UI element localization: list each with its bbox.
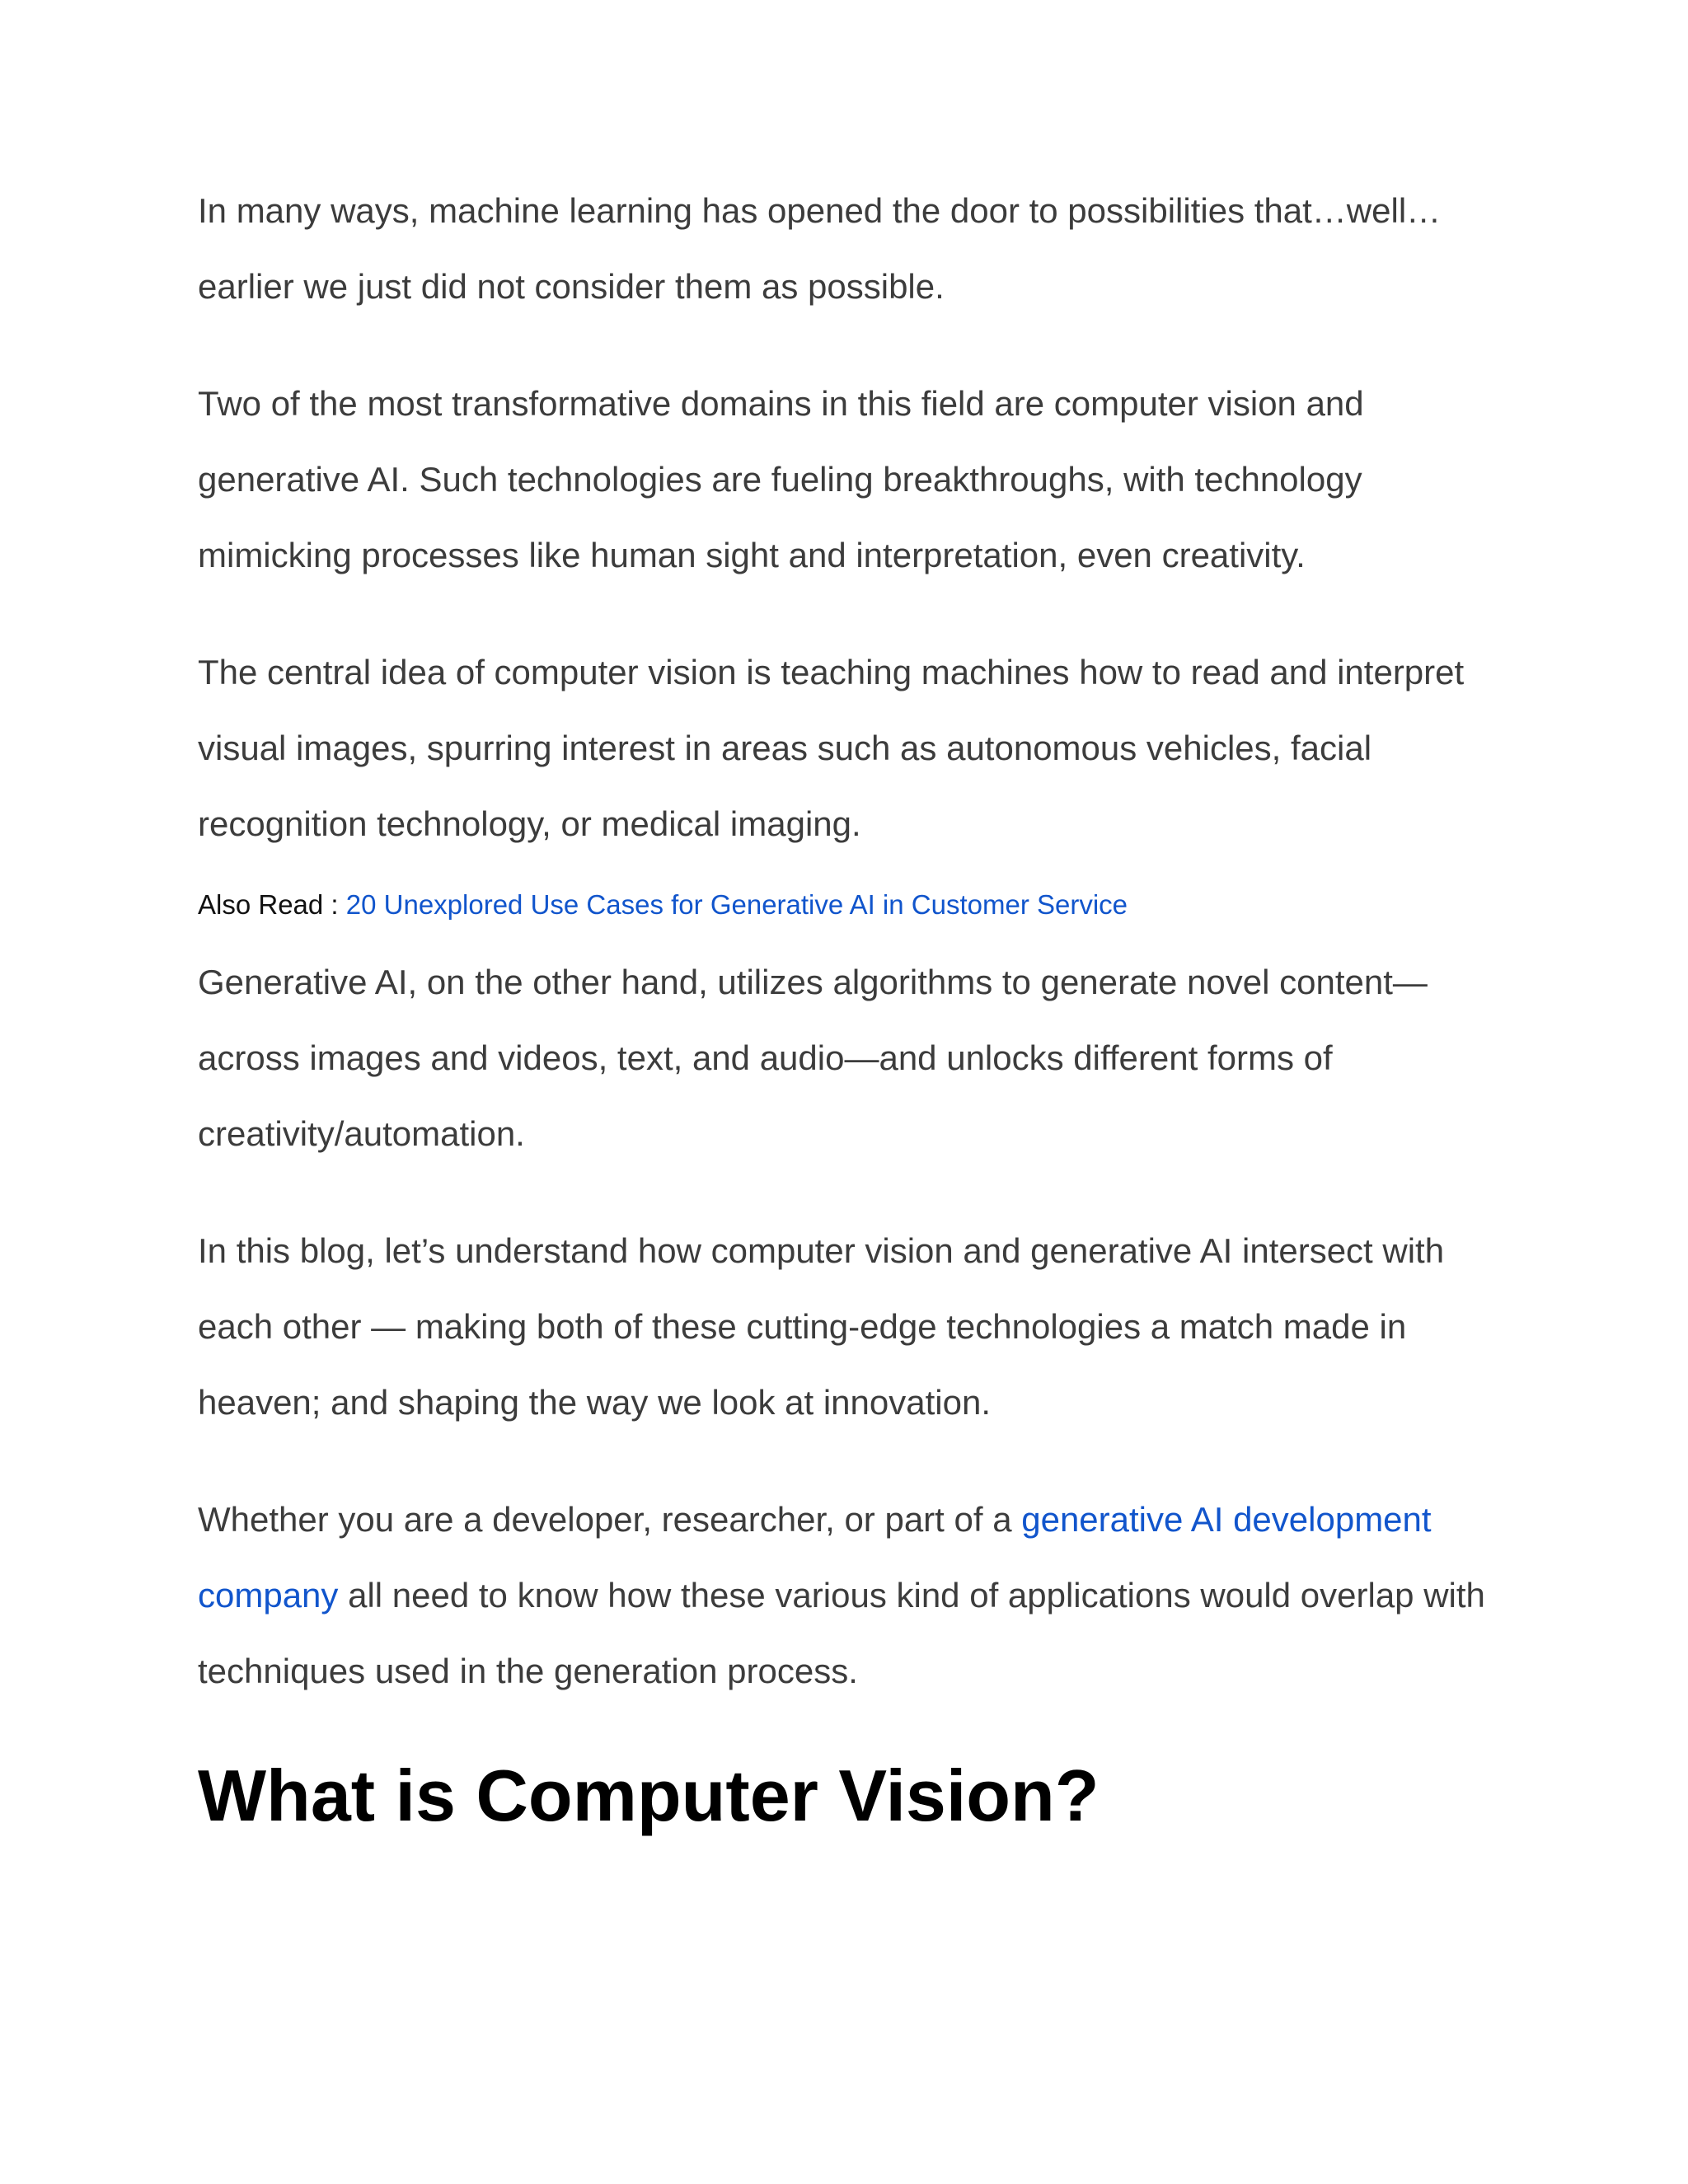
also-read-link[interactable]: 20 Unexplored Use Cases for Generative AI in Customer Service bbox=[345, 889, 1128, 920]
also-read-line bbox=[198, 885, 1500, 925]
audience-text-after: all need to know how these various kind of applications would overlap with techniques used in the generation process. bbox=[198, 1576, 1485, 1690]
audience-text-before: Whether you are a developer, researcher, or part of a bbox=[198, 1500, 1022, 1539]
paragraph-computer-vision: The central idea of computer vision is teaching machines how to read and interpret visual images, spurring interest in areas such as autonomous vehicles, facial recognition technology, or medical imaging. bbox=[198, 653, 1465, 843]
paragraph-domains: Two of the most transformative domains in this field are computer vision and generative AI. Such technologies are fueling breakthroughs, with technology mimicking processes like human sight and interpretation, even creativity. bbox=[198, 384, 1364, 574]
paragraph-audience bbox=[198, 1482, 1500, 1709]
gen-ai-company-link[interactable]: generative AI development company bbox=[198, 1500, 1432, 1615]
section-heading: What is Computer Vision? bbox=[198, 1755, 1100, 1836]
also-read-prefix: Also Read : bbox=[198, 889, 346, 920]
article-body bbox=[198, 173, 1500, 1841]
paragraph-intro: In many ways, machine learning has opened the door to possibilities that…well…earlier we just did not consider them as possible. bbox=[198, 191, 1442, 306]
paragraph-generative-ai: Generative AI, on the other hand, utilizes algorithms to generate novel content—across images and videos, text, and audio—and unlocks different forms of creativity/automation. bbox=[198, 963, 1428, 1153]
paragraph-blog-intro: In this blog, let’s understand how computer vision and generative AI intersect with each other — making both of these cutting-edge technologies a match made in heaven; and shaping the way we look at innovation. bbox=[198, 1231, 1445, 1422]
